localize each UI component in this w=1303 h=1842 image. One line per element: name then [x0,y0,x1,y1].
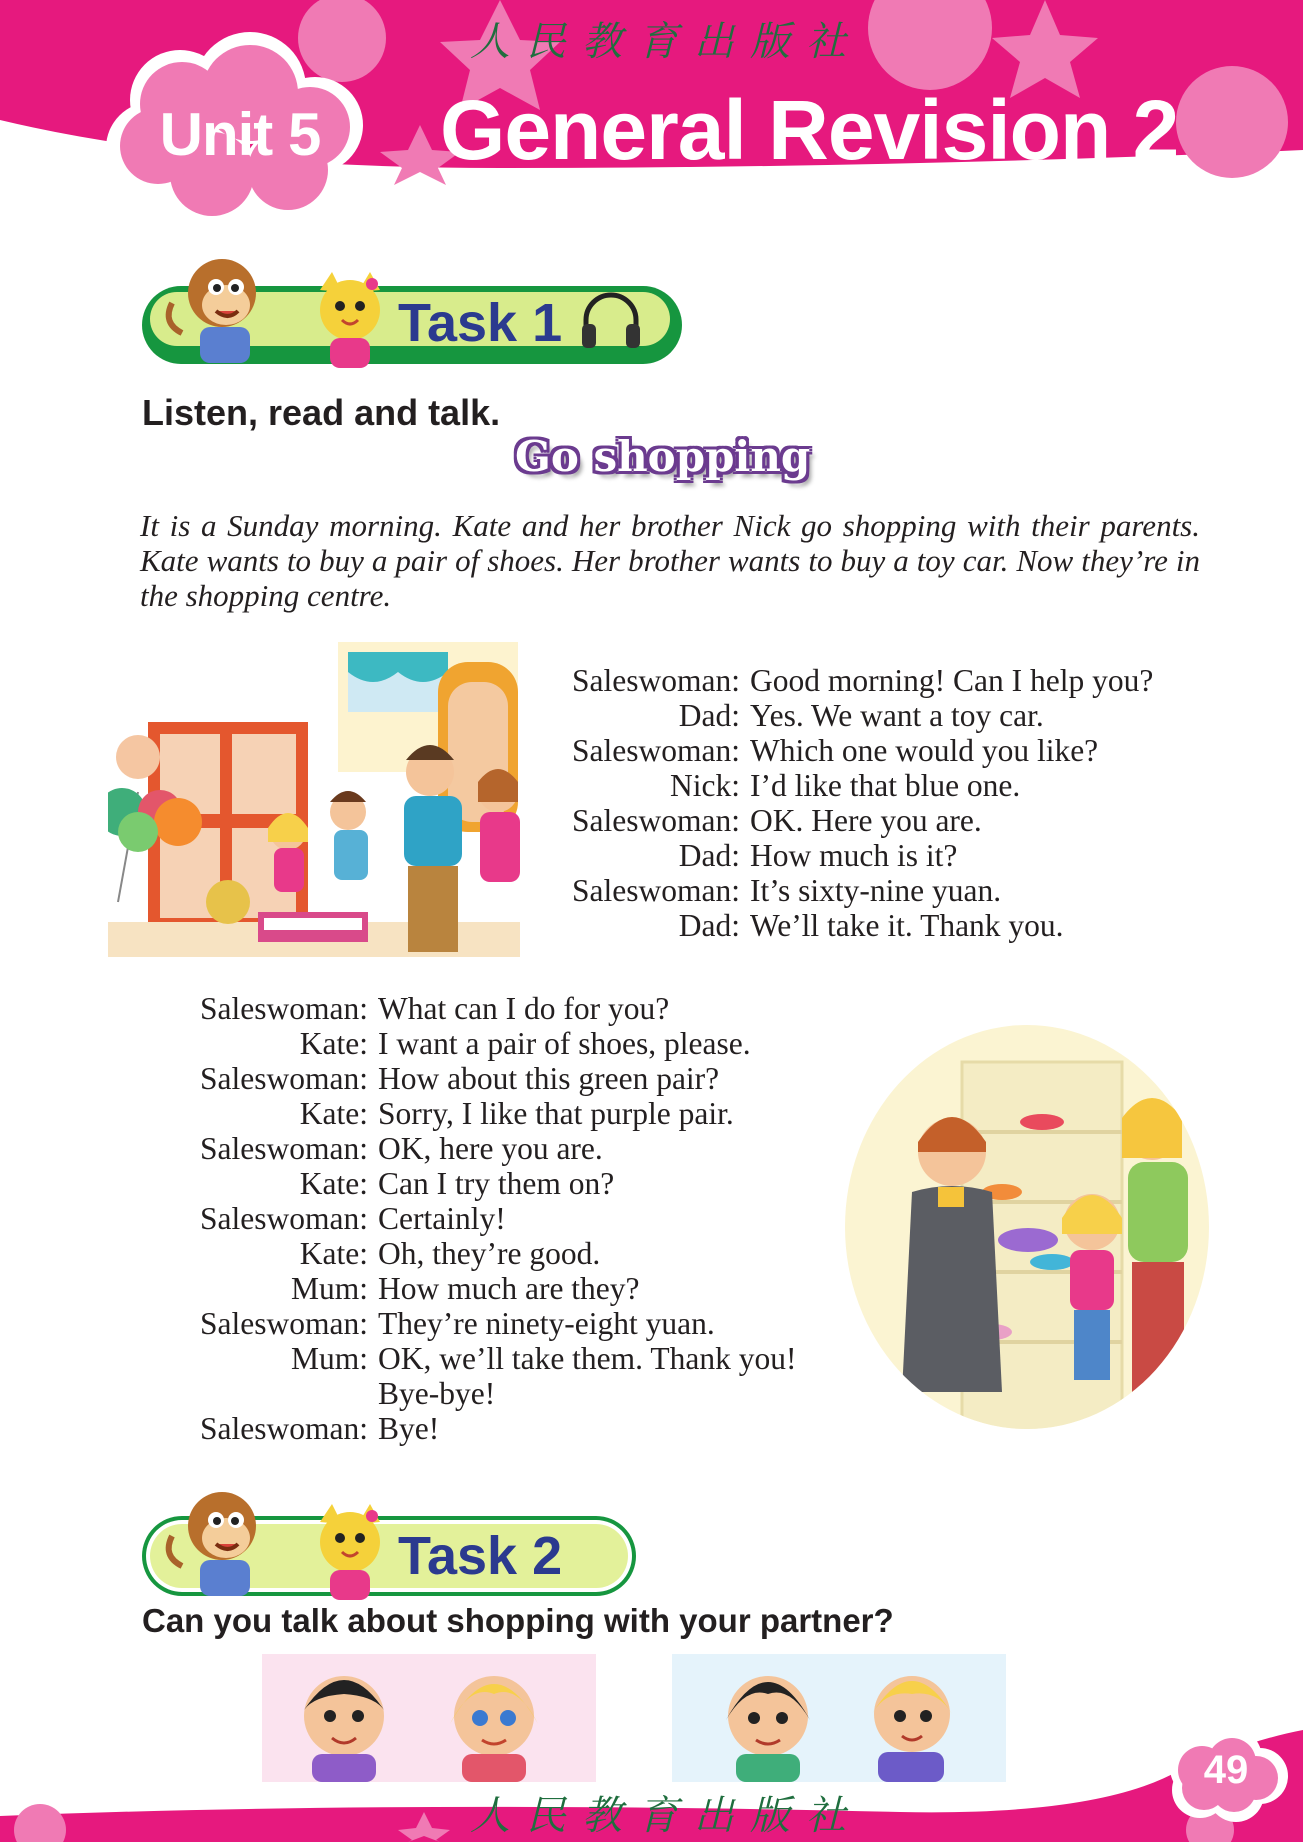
dialogue-line [172,1131,796,1166]
spoken-line: How about this green pair? [378,1061,720,1096]
spoken-line: How much is it? [750,838,958,873]
speaker-name: Saleswoman: [200,1306,368,1341]
dialogue-line [540,663,1153,698]
spoken-line: OK, we’ll take them. Thank you! [378,1341,797,1376]
dialogue-line [540,908,1153,943]
speaker-name: Saleswoman: [572,663,740,698]
task1-label: Task 1 [398,293,563,353]
spoken-line: We’ll take it. Thank you. [750,908,1064,943]
cat-mascot-icon [300,1502,400,1602]
dialogue-line [540,803,1153,838]
dialogue-line [540,873,1153,908]
speaker-name: Kate: [299,1166,368,1201]
unit-label: Unit 5 [159,101,321,168]
dialogue-line [540,733,1153,768]
speaker-name: Nick: [670,768,740,803]
speaker-name: Saleswoman: [200,1061,368,1096]
speaker-name: Mum: [290,1271,368,1306]
spoken-line: I’d like that blue one. [750,768,1021,803]
spoken-line: Certainly! [378,1201,506,1236]
shoe-shop-illustration [842,1022,1212,1432]
dialogue-line [540,698,1153,733]
page-number: 49 [1203,1748,1249,1792]
speaker-name: Saleswoman: [572,873,740,908]
story-intro: It is a Sunday morning. Kate and her brother Nick go shopping with their parents. Kate wants to buy a pair of shoes. Her brother wants to buy a toy car. Now they’re in the shopping centre. [140,508,1200,613]
dialogue-line [172,1201,796,1236]
dialogue-line [172,1376,796,1411]
spoken-line: They’re ninety-eight yuan. [378,1306,715,1341]
dialogue-line [540,768,1153,803]
dialogue-1 [540,663,1153,943]
dialogue-line [172,1411,796,1446]
task1-instruction: Listen, read and talk. [142,392,501,433]
speaker-name: Saleswoman: [572,733,740,768]
monkey-mascot-icon [160,245,280,365]
speaker-name [172,1376,378,1411]
cat-mascot-icon [300,270,400,370]
dialogue-line [540,838,1153,873]
toy-shop-illustration [108,642,520,957]
speaker-name: Dad: [678,908,740,943]
publisher-watermark-bottom: 人民教育出版社 [470,1793,862,1839]
spoken-line: OK, here you are. [378,1131,603,1166]
dialogue-line [172,1236,796,1271]
headphones-icon [578,290,644,350]
task2-instruction: Can you talk about shopping with your partner? [142,1602,894,1639]
speaker-name: Saleswoman: [572,803,740,838]
spoken-line: Good morning! Can I help you? [750,663,1154,698]
task2-label: Task 2 [398,1526,563,1586]
dialogue-line [172,1341,796,1376]
page-title: General Revision 2 [440,83,1179,177]
spoken-line: OK. Here you are. [750,803,982,838]
spoken-line: Can I try them on? [378,1166,615,1201]
spoken-line: How much are they? [378,1271,640,1306]
dialogue-2 [172,991,796,1446]
dialogue-line [172,1306,796,1341]
spoken-line: Bye-bye! [378,1376,496,1411]
speaker-name: Kate: [299,1096,368,1131]
speaker-name: Dad: [678,698,740,733]
spoken-line: I want a pair of shoes, please. [378,1026,751,1061]
speaker-name: Kate: [299,1236,368,1271]
speaker-name: Saleswoman: [200,991,368,1026]
spoken-line: Sorry, I like that purple pair. [378,1096,734,1131]
monkey-mascot-icon [160,1478,280,1598]
dialogue-line [172,1026,796,1061]
dialogue-line [172,991,796,1026]
spoken-line: Oh, they’re good. [378,1236,601,1271]
spoken-line: It’s sixty-nine yuan. [750,873,1002,908]
speaker-name: Kate: [299,1026,368,1061]
speaker-name: Saleswoman: [200,1131,368,1166]
spoken-line: What can I do for you? [378,991,670,1026]
speaker-name: Saleswoman: [200,1201,368,1236]
spoken-line: Which one would you like? [750,733,1099,768]
speaker-name: Dad: [678,838,740,873]
spoken-line: Bye! [378,1411,440,1446]
publisher-watermark-top: 人民教育出版社 [470,19,862,65]
dialogue-line [172,1166,796,1201]
story-title: Go shopping [515,432,811,481]
speaker-name: Mum: [290,1341,368,1376]
dialogue-line [172,1061,796,1096]
dialogue-line [172,1271,796,1306]
spoken-line: Yes. We want a toy car. [750,698,1044,733]
dialogue-line [172,1096,796,1131]
speaker-name: Saleswoman: [200,1411,368,1446]
